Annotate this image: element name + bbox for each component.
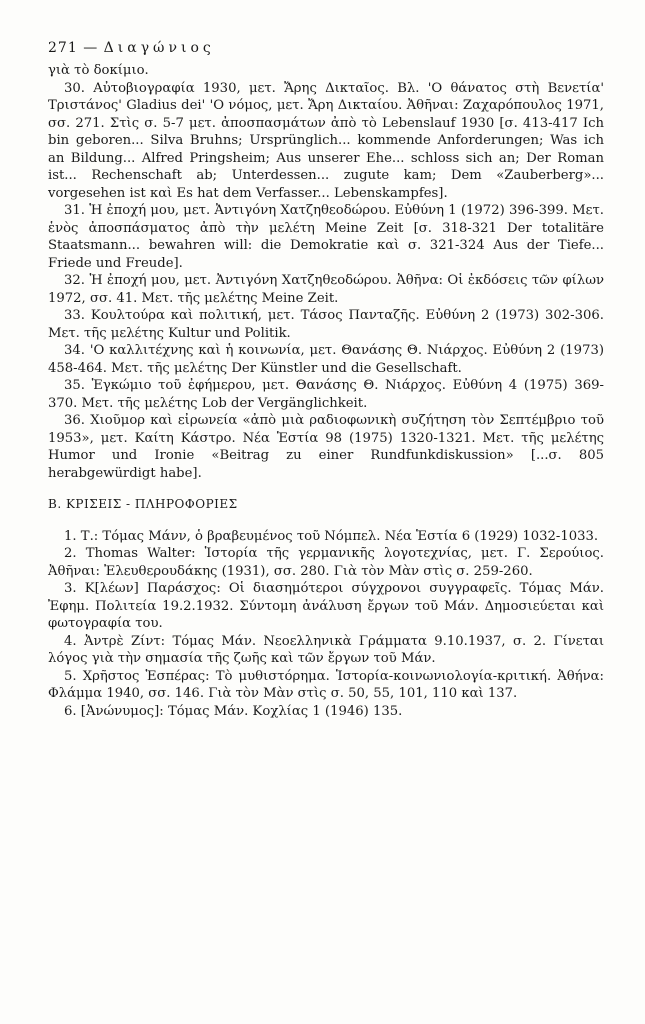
entry-text: Αὐτοβιογραφία 1930, μετ. Ἄρης Δικταῖος. Βλ. 'Ο θάνατος στὴ Βενετία' Τριστάνος' Gladius dei' 'Ο νόμος, μετ. Ἄρη Δικταίου. Ἀθῆναι: Ζαχαρόπουλος 1971, σσ. 271. Στὶς σ. 5-7 μετ. ἀποσπασμάτων ἀπὸ τὸ Lebenslauf 1930 [σ. 413-417 Ich bin geboren... Silva Bruhns; Ursprünglich... kommende Anforderungen; Was ich an Bildung... Alfred Pringsheim; Aus unserer Ehe... schloss sich an; Der Roman ist... Rechenschaft ab; Unterdessen... zugute kam; Dem «Zauberberg»... vorgesehen ist καὶ Es hat dem Verfasser... Lebenskampfes]. (48, 80, 604, 201)
criticism-entry (48, 528, 604, 546)
bibliography-entry (48, 307, 604, 342)
bibliography-entry (48, 80, 604, 203)
page-number: 271 (48, 40, 78, 56)
entry-text: Τ.: Τόμας Μάνν, ὁ βραβευμένος τοῦ Νόμπελ. Νέα Ἑστία 6 (1929) 1032-1033. (80, 528, 599, 544)
page-content (48, 62, 604, 720)
entry-number: 35. (64, 378, 85, 393)
entry-number: 5. (64, 668, 77, 684)
entry-number: 2. (64, 546, 77, 561)
entry-number: 32. (64, 273, 85, 288)
entry-text: Κουλτούρα καὶ πολιτική, μετ. Τάσος Πανταζῆς. Εὐθύνη 2 (1973) 302-306. Μετ. τῆς μελέτης Kultur und Politik. (48, 308, 604, 341)
entry-number: 6. (64, 703, 77, 719)
entry-text: Χιοῦμορ καὶ εἰρωνεία «ἀπὸ μιὰ ραδιοφωνικὴ συζήτηση τὸν Σεπτέμβριο τοῦ 1953», μετ. Καίτη Κάστρο. Νέα Ἑστία 98 (1975) 1320-1321. Μετ. τῆς μελέτης Humor und Ironie «Beitrag zu einer Rundfunkdiskussion» [...σ. 805 herabgewürdigt habe]. (48, 413, 604, 481)
entry-text: Κ[λέων] Παράσχος: Οἱ διασημότεροι σύγχρονοι συγγραφεῖς. Τόμας Μάν. Ἐφημ. Πολιτεία 19.2.1932. Σύντομη ἀνάλυση ἔργων τοῦ Μάν. Δημοσιεύεται καὶ φωτογραφία του. (48, 581, 604, 631)
entry-text: Ἐγκώμιο τοῦ ἐφήμερου, μετ. Θανάσης Θ. Νιάρχος. Εὐθύνη 4 (1975) 369-370. Μετ. τῆς μελέτης Lob der Vergänglichkeit. (48, 378, 604, 411)
entry-text: Thomas Walter: Ἱστορία τῆς γερμανικῆς λογοτεχνίας, μετ. Γ. Σερούιος. Ἀθῆναι: Ἐλευθερουδάκης (1931), σσ. 280. Γιὰ τὸν Μὰν στὶς σ. 259-260. (48, 546, 604, 579)
continuation-line: γιὰ τὸ δοκίμιο. (48, 63, 149, 78)
criticism-entry (48, 545, 604, 580)
criticism-entry (48, 703, 604, 721)
running-title: Διαγώνιος (103, 40, 215, 56)
entry-text: 'Ο καλλιτέχνης καὶ ἡ κοινωνία, μετ. Θανάσης Θ. Νιάρχος. Εὐθύνη 2 (1973) 458-464. Μετ. τῆς μελέτης Der Künstler und die Gesellschaft. (48, 343, 604, 376)
bibliography-entry (48, 377, 604, 412)
entry-number: 1. (64, 528, 77, 544)
entry-text: Ἡ ἐποχή μου, μετ. Ἀντιγόνη Χατζηθεοδώρου. Εὐθύνη 1 (1972) 396-399. Μετ. ἑνὸς ἀποσπάσματος ἀπὸ τὴν μελέτη Meine Zeit [σ. 318-321 Der totalitäre Staatsmann... bewahren will: die Demokratie καὶ σ. 321-324 Aus der Tiefe... Friede und Freude]. (48, 203, 604, 271)
section-a-list (48, 80, 604, 483)
bibliography-entry (48, 412, 604, 482)
section-b-list (48, 528, 604, 721)
header-separator: — (83, 40, 99, 56)
entry-text: Ἀντρὲ Ζίντ: Τόμας Μάν. Νεοελληνικὰ Γράμματα 9.10.1937, σ. 2. Γίνεται λόγος γιὰ τὴν σημασία τῆς ζωῆς καὶ τῶν ἔργων τοῦ Μάν. (48, 633, 604, 666)
entry-text: Χρῆστος Ἑσπέρας: Τὸ μυθιστόρημα. Ἱστορία-κοινωνιολογία-κριτική. Ἀθήνα: Φλάμμα 1940, σσ. 146. Γιὰ τὸν Μὰν στὶς σ. 50, 55, 101, 110 καὶ 137. (48, 668, 604, 701)
criticism-entry (48, 668, 604, 703)
criticism-entry (48, 580, 604, 633)
page-header (48, 40, 215, 56)
entry-number: 3. (64, 581, 77, 596)
entry-number: 4. (64, 633, 77, 649)
bibliography-entry (48, 342, 604, 377)
entry-text: Ἡ ἐποχή μου, μετ. Ἀντιγόνη Χατζηθεοδώρου. Ἀθῆνα: Οἱ ἐκδόσεις τῶν φίλων 1972, σσ. 41. Μετ. τῆς μελέτης Meine Zeit. (48, 273, 604, 306)
entry-number: 31. (64, 203, 85, 218)
criticism-entry (48, 633, 604, 668)
entry-number: 33. (64, 308, 85, 323)
bibliography-entry (48, 272, 604, 307)
bibliography-entry (48, 202, 604, 272)
entry-number: 34. (64, 343, 85, 358)
entry-number: 36. (64, 413, 85, 428)
entry-number: 30. (64, 80, 85, 96)
entry-text: [Ἀνώνυμος]: Τόμας Μάν. Κοχλίας 1 (1946) 135. (80, 703, 403, 719)
section-heading: Β. ΚΡΙΣΕΙΣ - ΠΛΗΡΟΦΟΡΙΕΣ (48, 497, 238, 511)
